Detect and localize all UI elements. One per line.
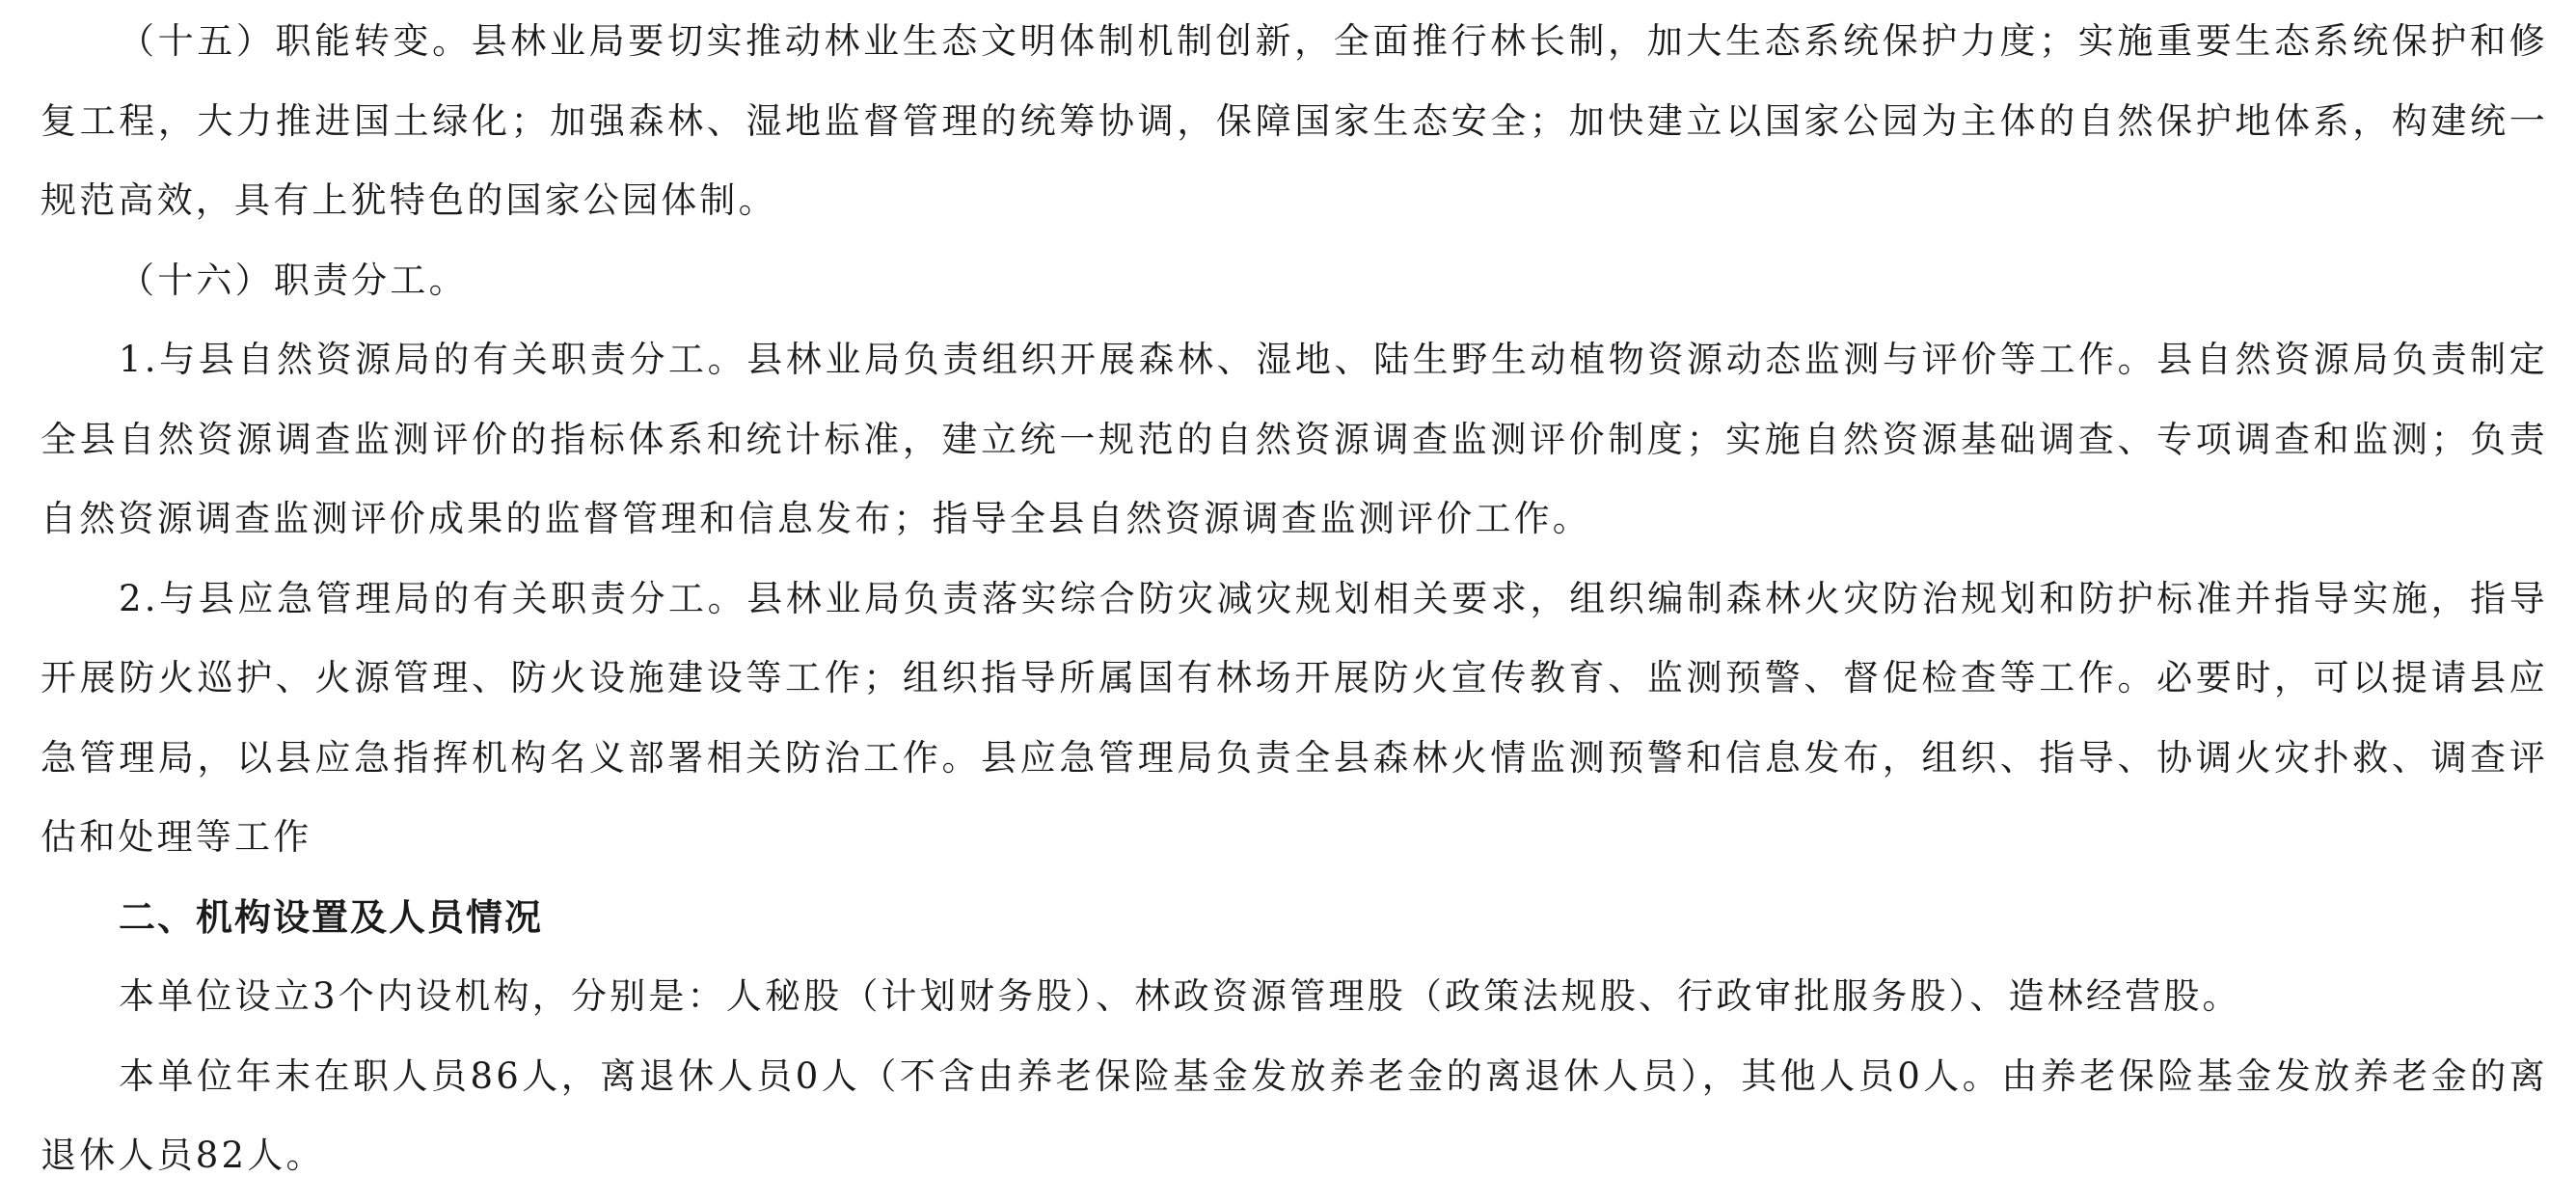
paragraph-responsibility-division-title: （十六）职责分工。 — [119, 259, 468, 301]
paragraph-emergency-management-division: 2.与县应急管理局的有关职责分工。县林业局负责落实综合防灾减灾规划相关要求，组织编制森林火灾防治规划和防护标准并指导实施，指导开展防火巡护、火源管理、防火设施建设等工作；组织指导所属国有林场开展防火宣传教育、监测预警、督促检查等工作。必要时，可以提请县应急管理局，以县应急指挥机构名义部署相关防治工作。县应急管理局负责全县森林火情监测预警和信息发布，组织、指导、协调火灾扑救、调查评估和处理等工作 — [41, 577, 2548, 858]
paragraph-natural-resources-division: 1.与县自然资源局的有关职责分工。县林业局负责组织开展森林、湿地、陆生野生动植物资源动态监测与评价等工作。县自然资源局负责制定全县自然资源调查监测评价的指标体系和统计标准，建立统一规范的自然资源调查监测评价制度；实施自然资源基础调查、专项调查和监测；负责自然资源调查监测评价成果的监督管理和信息发布；指导全县自然资源调查监测评价工作。 — [41, 339, 2548, 539]
document-page — [41, 0, 2548, 1204]
paragraph-internal-departments: 本单位设立3个内设机构，分别是：人秘股（计划财务股）、林政资源管理股（政策法规股、行政审批服务股）、造林经营股。 — [119, 975, 2241, 1017]
section-heading: 二、机构设置及人员情况 — [119, 895, 544, 939]
paragraph-function-transformation: （十五）职能转变。县林业局要切实推动林业生态文明体制机制创新，全面推行林长制，加大生态系统保护力度；实施重要生态系统保护和修复工程，大力推进国土绿化；加强森林、湿地监督管理的统筹协调，保障国家生态安全；加快建立以国家公园为主体的自然保护地体系，构建统一规范高效，具有上犹特色的国家公园体制。 — [41, 20, 2548, 221]
paragraph-staff-count: 本单位年末在职人员86人，离退休人员0人（不含由养老保险基金发放养老金的离退休人员），其他人员0人。由养老保险基金发放养老金的离退休人员82人。 — [41, 1054, 2548, 1176]
